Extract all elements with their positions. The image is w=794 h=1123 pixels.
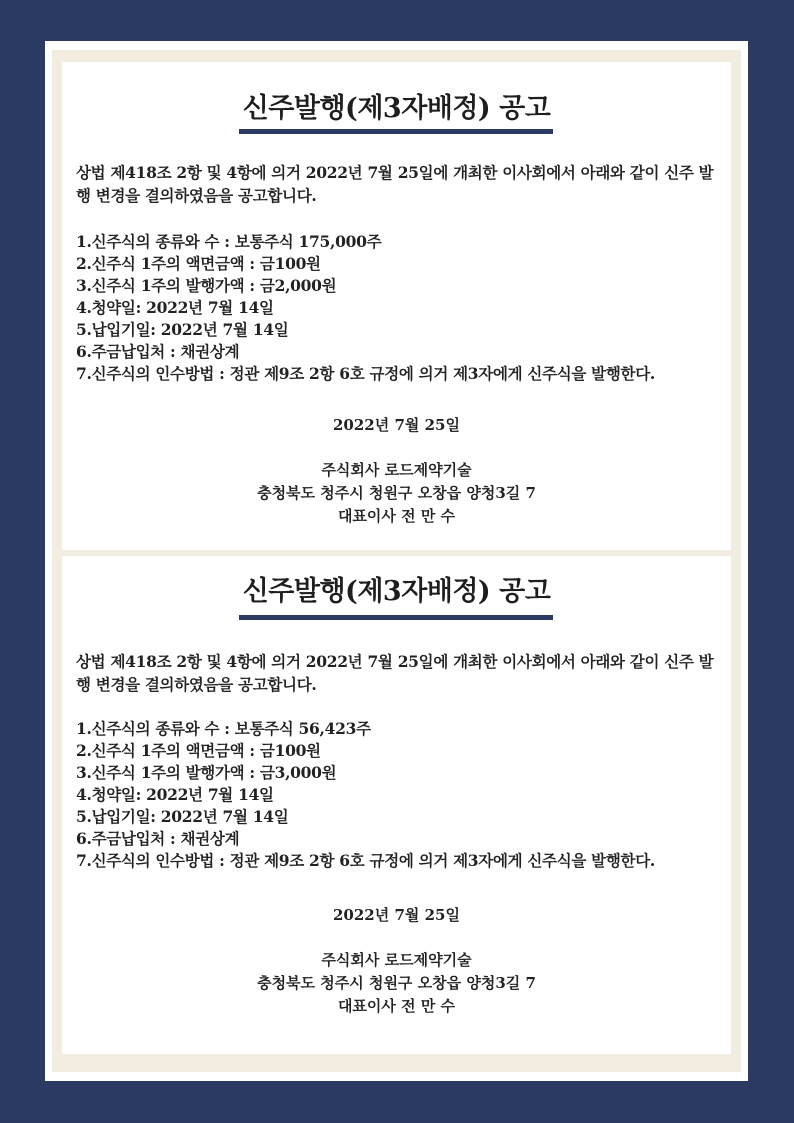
notice-items	[76, 231, 726, 385]
company-address: 충청북도 청주시 청원구 오창읍 양청3길 7	[257, 974, 536, 992]
notice-item: 3.신주식 1주의 발행가액 : 금3,000원	[76, 763, 337, 782]
notice-item: 2.신주식 1주의 액면금액 : 금100원	[76, 254, 321, 273]
notice-title: 신주발행(제3자배정) 공고	[242, 576, 551, 607]
ceo-name: 대표이사 전 만 수	[337, 997, 456, 1015]
notice-item: 6.주금납입처 : 채권상계	[76, 342, 240, 361]
notice-intro: 상법 제418조 2항 및 4항에 의거 2022년 7월 25일에 개최한 이사회에서 아래와 같이 신주 발행 변경을 결의하였음을 공고합니다.	[76, 652, 714, 694]
notice-intro: 상법 제418조 2항 및 4항에 의거 2022년 7월 25일에 개최한 이사회에서 아래와 같이 신주 발행 변경을 결의하였음을 공고합니다.	[76, 163, 714, 205]
company-name: 주식회사 로드제약기술	[321, 461, 472, 479]
notice-item: 3.신주식 1주의 발행가액 : 금2,000원	[76, 276, 337, 295]
notice-date: 2022년 7월 25일	[333, 416, 460, 434]
notice-panel-1	[62, 62, 731, 550]
notice-date: 2022년 7월 25일	[333, 906, 460, 924]
notice-items	[76, 718, 726, 872]
notice-item: 1.신주식의 종류와 수 : 보통주식 56,423주	[76, 719, 371, 738]
notice-title: 신주발행(제3자배정) 공고	[242, 93, 551, 124]
notice-item: 1.신주식의 종류와 수 : 보통주식 175,000주	[76, 232, 382, 251]
notice-item: 5.납입기일: 2022년 7월 14일	[76, 320, 289, 339]
ceo-name: 대표이사 전 만 수	[337, 507, 456, 525]
notice-panel-2	[62, 556, 731, 1054]
notice-item: 6.주금납입처 : 채권상계	[76, 829, 240, 848]
title-underline	[239, 615, 553, 620]
notice-item: 4.청약일: 2022년 7월 14일	[76, 785, 274, 804]
notice-item: 2.신주식 1주의 액면금액 : 금100원	[76, 741, 321, 760]
title-underline	[239, 129, 553, 134]
notice-item: 5.납입기일: 2022년 7월 14일	[76, 807, 289, 826]
notice-item: 7.신주식의 인수방법 : 정관 제9조 2항 6호 규정에 의거 제3자에게 신주식을 발행한다.	[76, 364, 655, 383]
notice-item: 7.신주식의 인수방법 : 정관 제9조 2항 6호 규정에 의거 제3자에게 신주식을 발행한다.	[76, 851, 655, 870]
company-address: 충청북도 청주시 청원구 오창읍 양청3길 7	[257, 484, 536, 502]
company-name: 주식회사 로드제약기술	[321, 951, 472, 969]
notice-item: 4.청약일: 2022년 7월 14일	[76, 298, 274, 317]
